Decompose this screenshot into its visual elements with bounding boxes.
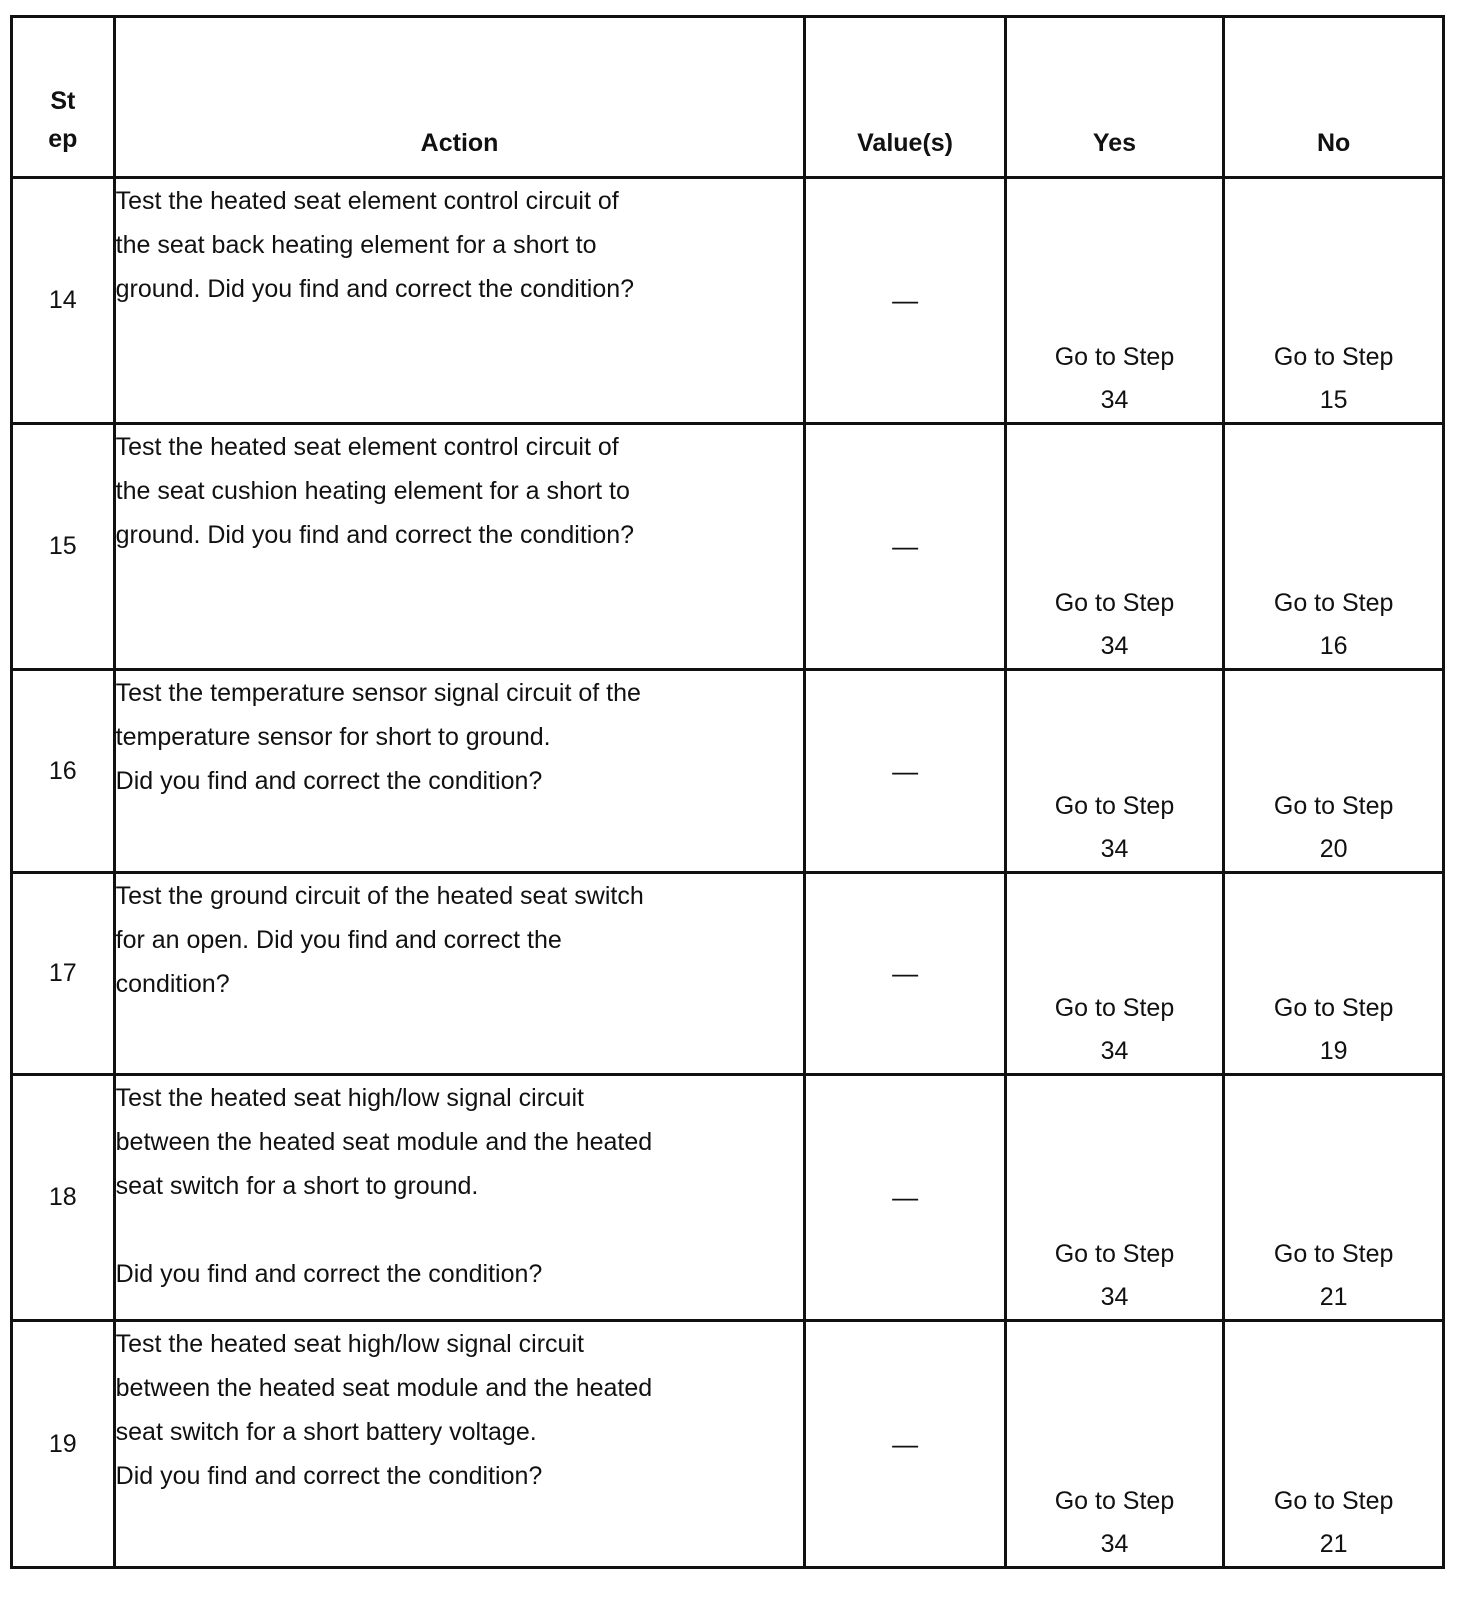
- value-cell: —: [805, 178, 1005, 424]
- step-header-line2: ep: [48, 125, 78, 153]
- diagnostic-table: [10, 15, 1445, 1569]
- step-number: 15: [12, 424, 115, 670]
- no-cell: [1224, 1075, 1444, 1321]
- no-goto-step: 21: [1319, 1283, 1348, 1311]
- value-cell: —: [805, 670, 1005, 873]
- action-line: condition?: [115, 970, 230, 998]
- yes-cell: [1005, 1321, 1224, 1568]
- step-number: 14: [12, 178, 115, 424]
- value-cell: —: [805, 1321, 1005, 1568]
- action-column-header: Action: [114, 17, 805, 178]
- action-line: temperature sensor for short to ground.: [115, 723, 551, 751]
- yes-cell: [1005, 873, 1224, 1075]
- action-line: seat switch for a short to ground.: [115, 1172, 479, 1200]
- no-goto-step: 19: [1319, 1037, 1348, 1065]
- values-column-header: Value(s): [805, 17, 1005, 178]
- action-cell: [114, 873, 805, 1075]
- no-column-header: No: [1224, 17, 1444, 178]
- no-cell: [1224, 670, 1444, 873]
- step-column-header: [12, 17, 115, 178]
- yes-goto-label: Go to Step: [1054, 589, 1175, 617]
- table-row: [12, 670, 1444, 873]
- value-cell: —: [805, 424, 1005, 670]
- yes-goto-step: 34: [1100, 1283, 1129, 1311]
- action-line: Test the heated seat high/low signal circuit: [115, 1084, 584, 1112]
- no-goto-step: 15: [1319, 386, 1348, 414]
- step-number: 17: [12, 873, 115, 1075]
- yes-cell: [1005, 1075, 1224, 1321]
- action-cell: [114, 1075, 805, 1321]
- action-line: ground. Did you find and correct the condition?: [115, 521, 635, 549]
- no-goto-step: 16: [1319, 632, 1348, 660]
- no-goto-label: Go to Step: [1273, 1487, 1394, 1515]
- no-cell: [1224, 424, 1444, 670]
- table-row: [12, 424, 1444, 670]
- no-cell: [1224, 178, 1444, 424]
- yes-goto-step: 34: [1100, 632, 1129, 660]
- table-row: [12, 1321, 1444, 1568]
- action-line: the seat cushion heating element for a short to: [115, 477, 630, 505]
- yes-goto-label: Go to Step: [1054, 994, 1175, 1022]
- no-cell: [1224, 1321, 1444, 1568]
- yes-goto-step: 34: [1100, 835, 1129, 863]
- no-goto-label: Go to Step: [1273, 994, 1394, 1022]
- step-number: 18: [12, 1075, 115, 1321]
- table-row: [12, 873, 1444, 1075]
- no-goto-label: Go to Step: [1273, 343, 1394, 371]
- action-line: between the heated seat module and the heated: [115, 1128, 653, 1156]
- action-line: between the heated seat module and the heated: [115, 1374, 653, 1402]
- step-number: 16: [12, 670, 115, 873]
- yes-cell: [1005, 178, 1224, 424]
- action-line: Test the temperature sensor signal circuit of the: [115, 679, 641, 707]
- value-cell: —: [805, 1075, 1005, 1321]
- yes-goto-label: Go to Step: [1054, 792, 1175, 820]
- action-line: Test the heated seat element control circuit of: [115, 187, 619, 215]
- table-row: [12, 178, 1444, 424]
- no-goto-step: 21: [1319, 1530, 1348, 1558]
- yes-column-header: Yes: [1005, 17, 1224, 178]
- action-line: seat switch for a short battery voltage.: [115, 1418, 537, 1446]
- yes-goto-label: Go to Step: [1054, 1240, 1175, 1268]
- step-number: 19: [12, 1321, 115, 1568]
- action-line: Did you find and correct the condition?: [115, 1260, 543, 1288]
- yes-goto-step: 34: [1100, 1037, 1129, 1065]
- no-goto-label: Go to Step: [1273, 1240, 1394, 1268]
- no-cell: [1224, 873, 1444, 1075]
- value-cell: —: [805, 873, 1005, 1075]
- header-row: [12, 17, 1444, 178]
- action-line: Test the ground circuit of the heated seat switch: [115, 882, 644, 910]
- blank-line-spacer: [116, 1208, 804, 1252]
- yes-cell: [1005, 424, 1224, 670]
- action-cell: [114, 1321, 805, 1568]
- table-row: [12, 1075, 1444, 1321]
- yes-cell: [1005, 670, 1224, 873]
- yes-goto-label: Go to Step: [1054, 1487, 1175, 1515]
- action-line: Did you find and correct the condition?: [115, 767, 543, 795]
- action-cell: [114, 670, 805, 873]
- action-line: the seat back heating element for a short to: [115, 231, 597, 259]
- action-cell: [114, 424, 805, 670]
- action-line: Test the heated seat element control circuit of: [115, 433, 619, 461]
- action-line: for an open. Did you find and correct the: [115, 926, 562, 954]
- action-line: Test the heated seat high/low signal circuit: [115, 1330, 584, 1358]
- action-line: Did you find and correct the condition?: [115, 1462, 543, 1490]
- no-goto-label: Go to Step: [1273, 792, 1394, 820]
- action-cell: [114, 178, 805, 424]
- yes-goto-step: 34: [1100, 386, 1129, 414]
- yes-goto-label: Go to Step: [1054, 343, 1175, 371]
- yes-goto-step: 34: [1100, 1530, 1129, 1558]
- no-goto-step: 20: [1319, 835, 1348, 863]
- step-header-line1: St: [50, 87, 76, 115]
- no-goto-label: Go to Step: [1273, 589, 1394, 617]
- action-line: ground. Did you find and correct the condition?: [115, 275, 635, 303]
